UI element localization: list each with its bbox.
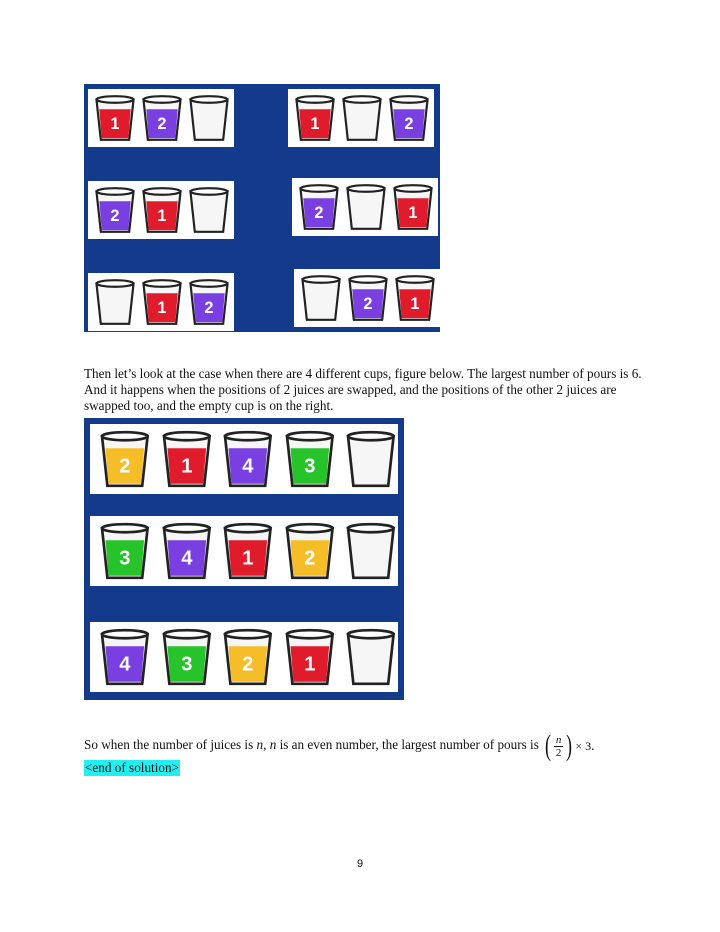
multiplier: × 3 bbox=[575, 739, 592, 753]
cup-rim bbox=[390, 96, 427, 103]
juice-cup-yellow bbox=[283, 521, 337, 581]
cup-rim bbox=[300, 185, 337, 192]
fraction-denominator: 2 bbox=[555, 746, 562, 759]
cup-rim bbox=[394, 185, 431, 192]
cup-rim bbox=[96, 96, 133, 103]
cup-glass bbox=[343, 99, 380, 139]
cup-rim bbox=[143, 280, 180, 287]
cup-glass bbox=[302, 279, 339, 319]
cup-number-label: 3 bbox=[180, 653, 192, 676]
cup-rim bbox=[225, 432, 271, 440]
cup-rim bbox=[190, 96, 227, 103]
cup-rim bbox=[347, 185, 384, 192]
empty-cup bbox=[299, 274, 343, 322]
cup-rim bbox=[302, 276, 339, 283]
cup-arrangement-panel bbox=[88, 89, 234, 147]
formula-end: . bbox=[591, 738, 595, 753]
cup-number-label: 4 bbox=[119, 653, 131, 676]
cup-number-label: 1 bbox=[157, 298, 167, 317]
juice-cup-red bbox=[221, 521, 275, 581]
variable-n: n bbox=[256, 737, 264, 753]
fraction bbox=[554, 734, 564, 759]
cup-rim bbox=[343, 96, 380, 103]
juice-cup-purple bbox=[140, 94, 184, 142]
cup-rim bbox=[396, 276, 433, 283]
juice-cup-purple bbox=[221, 429, 275, 489]
juice-cup-red bbox=[140, 186, 184, 234]
fraction-numerator: n bbox=[555, 733, 562, 746]
cup-rim bbox=[287, 432, 333, 440]
juice-cup-red bbox=[391, 183, 435, 231]
cup-rim bbox=[102, 630, 148, 638]
cup-rim bbox=[349, 276, 386, 283]
cup-number-label: 1 bbox=[303, 653, 316, 676]
cup-rim bbox=[190, 188, 227, 195]
juice-cup-yellow bbox=[221, 627, 275, 687]
cup-rim bbox=[348, 524, 394, 532]
cup-number-label: 2 bbox=[404, 114, 414, 133]
cup-arrangement-panel bbox=[88, 273, 234, 331]
cup-number-label: 2 bbox=[157, 114, 167, 133]
cup-rim bbox=[164, 432, 210, 440]
cup-arrangement-panel bbox=[90, 424, 398, 494]
cup-rim bbox=[164, 630, 210, 638]
cup-glass bbox=[348, 528, 394, 578]
left-paren: ( bbox=[544, 729, 551, 762]
cup-rim bbox=[287, 630, 333, 638]
cup-rim bbox=[348, 630, 394, 638]
cup-rim bbox=[102, 524, 148, 532]
end-of-solution-tag: <end of solution> bbox=[85, 760, 179, 775]
cup-glass bbox=[190, 99, 227, 139]
empty-cup bbox=[344, 627, 398, 687]
variable-n: n bbox=[269, 737, 277, 753]
cup-rim bbox=[102, 432, 148, 440]
cup-rim bbox=[96, 188, 133, 195]
juice-cup-purple bbox=[98, 627, 152, 687]
juice-cup-purple bbox=[387, 94, 431, 142]
juice-cup-red bbox=[283, 627, 337, 687]
figure-four-cups bbox=[84, 418, 404, 700]
figure-three-cups bbox=[84, 84, 440, 332]
cup-rim bbox=[348, 432, 394, 440]
cup-rim bbox=[143, 96, 180, 103]
cup-arrangement-panel bbox=[88, 181, 234, 239]
cup-number-label: 1 bbox=[410, 294, 420, 313]
juice-cup-purple bbox=[346, 274, 390, 322]
cup-number-label: 2 bbox=[303, 547, 316, 570]
cup-number-label: 4 bbox=[242, 455, 254, 478]
cup-rim bbox=[164, 524, 210, 532]
cup-rim bbox=[287, 524, 333, 532]
empty-cup bbox=[340, 94, 384, 142]
paragraph-four-cups: Then let’s look at the case when there are 4 different cups, figure below. The largest number of pours is 6. And it happens when the positions of 2 juices are swapped, and the positions of the other 2 juices are swapped too, and the empty cup is on the right. bbox=[84, 366, 642, 413]
juice-cup-yellow bbox=[98, 429, 152, 489]
cup-number-label: 2 bbox=[314, 203, 324, 222]
cup-rim bbox=[225, 630, 271, 638]
cup-arrangement-panel bbox=[288, 89, 434, 147]
cup-glass bbox=[190, 191, 227, 231]
cup-number-label: 1 bbox=[110, 114, 120, 133]
text-before: So when the number of juices is bbox=[84, 737, 257, 753]
cup-number-label: 1 bbox=[180, 455, 192, 478]
cup-number-label: 1 bbox=[242, 547, 254, 570]
cup-rim bbox=[296, 96, 333, 103]
formula bbox=[543, 731, 595, 761]
juice-cup-purple bbox=[93, 186, 137, 234]
text-mid: is an even number, the largest number of pours is bbox=[276, 737, 539, 753]
empty-cup bbox=[187, 94, 231, 142]
juice-cup-red bbox=[160, 429, 214, 489]
cup-rim bbox=[96, 280, 133, 287]
cup-glass bbox=[348, 436, 394, 486]
juice-cup-purple bbox=[187, 278, 231, 326]
cup-number-label: 2 bbox=[363, 294, 373, 313]
empty-cup bbox=[187, 186, 231, 234]
juice-cup-purple bbox=[297, 183, 341, 231]
cup-rim bbox=[190, 280, 227, 287]
cup-rim bbox=[143, 188, 180, 195]
juice-cup-purple bbox=[160, 521, 214, 581]
cup-arrangement-panel bbox=[90, 622, 398, 692]
juice-cup-green bbox=[283, 429, 337, 489]
cup-number-label: 2 bbox=[119, 455, 131, 478]
juice-cup-red bbox=[393, 274, 437, 322]
cup-glass bbox=[348, 634, 394, 684]
cup-number-label: 2 bbox=[242, 653, 254, 676]
cup-number-label: 2 bbox=[110, 206, 120, 225]
cup-glass bbox=[96, 283, 133, 323]
page-number: 9 bbox=[356, 858, 364, 870]
cup-number-label: 3 bbox=[303, 455, 316, 478]
right-paren: ) bbox=[566, 729, 573, 762]
juice-cup-red bbox=[293, 94, 337, 142]
empty-cup bbox=[344, 429, 398, 489]
empty-cup bbox=[344, 183, 388, 231]
paragraph-conclusion bbox=[84, 731, 684, 761]
cup-arrangement-panel bbox=[90, 516, 398, 586]
cup-glass bbox=[347, 188, 384, 228]
juice-cup-green bbox=[160, 627, 214, 687]
cup-number-label: 1 bbox=[157, 206, 167, 225]
cup-number-label: 4 bbox=[180, 547, 192, 570]
cup-arrangement-panel bbox=[294, 269, 440, 327]
cup-rim bbox=[225, 524, 271, 532]
cup-arrangement-panel bbox=[292, 178, 438, 236]
cup-number-label: 2 bbox=[204, 298, 214, 317]
cup-number-label: 1 bbox=[310, 114, 320, 133]
juice-cup-red bbox=[93, 94, 137, 142]
cup-number-label: 3 bbox=[119, 547, 131, 570]
cup-number-label: 1 bbox=[408, 203, 418, 222]
juice-cup-green bbox=[98, 521, 152, 581]
empty-cup bbox=[344, 521, 398, 581]
juice-cup-red bbox=[140, 278, 184, 326]
empty-cup bbox=[93, 278, 137, 326]
text-mid: , bbox=[263, 737, 270, 753]
